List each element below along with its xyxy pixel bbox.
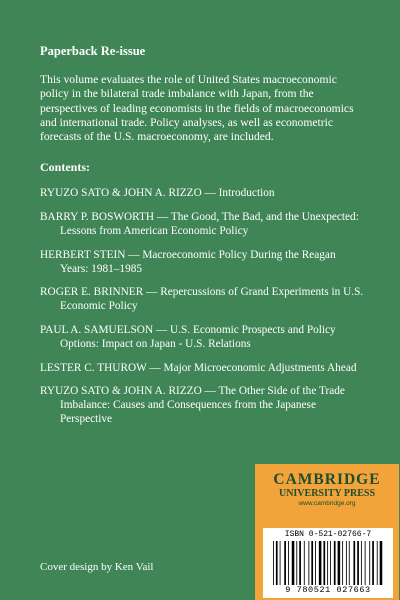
publisher-subtitle: UNIVERSITY PRESS xyxy=(278,488,376,499)
barcode-bar xyxy=(380,541,383,585)
barcode-bar xyxy=(330,541,331,585)
barcode-bar xyxy=(296,541,297,585)
barcode-bar xyxy=(365,541,366,585)
barcode-bar xyxy=(377,541,378,585)
barcode-bar xyxy=(327,541,328,585)
contents-item: PAUL A. SAMUELSON — U.S. Economic Prospects and Policy Options: Impact on Japan - U.S. Relations xyxy=(40,324,336,350)
barcode-image xyxy=(269,541,387,585)
publisher-imprint xyxy=(255,464,399,600)
barcode-bar xyxy=(304,541,305,585)
barcode-bar xyxy=(273,541,274,585)
contents-item: RYUZO SATO & JOHN A. RIZZO — The Other Side of the Trade Imbalance: Causes and Consequences from the Japanese Perspective xyxy=(40,385,345,426)
publisher-name: CAMBRIDGE xyxy=(273,471,381,488)
contents-item: ROGER E. BRINNER — Repercussions of Grand Experiments in U.S. Economic Policy xyxy=(40,286,364,313)
contents-item: HERBERT STEIN — Macroeconomic Policy During the Reagan Years: 1981–1985 xyxy=(40,248,336,275)
barcode-bar xyxy=(315,541,316,585)
contents-item: BARRY P. BOSWORTH — The Good, The Bad, and the Unexpected: Lessons from American Economic Policy xyxy=(40,211,359,238)
book-description: This volume evaluates the role of United States macroeconomic policy in the bilateral trade imbalance with Japan, from the perspectives of leading economists in the fields of macroeconomics and international trade. Policy analyses, as well as econometric forecasts of the U.S. macroeconomy, are included. xyxy=(40,73,354,144)
contents-list xyxy=(40,187,364,426)
ean-digits: 9 780521 027663 xyxy=(285,585,371,595)
barcode-bar xyxy=(299,541,301,585)
barcode-bar xyxy=(292,541,295,585)
cover-design-credit: Cover design by Ken Vail xyxy=(40,561,154,573)
contents-item: RYUZO SATO & JOHN A. RIZZO — Introduction xyxy=(40,187,275,200)
barcode-bar xyxy=(342,541,343,585)
barcode-bar xyxy=(361,541,362,585)
publisher-url: www.cambridge.org xyxy=(298,500,356,507)
barcode-bar xyxy=(372,541,374,585)
contents-item: LESTER C. THUROW — Major Microeconomic Adjustments Ahead xyxy=(40,361,357,374)
barcode-bar xyxy=(369,541,370,585)
barcode-panel xyxy=(263,528,393,598)
barcode-bar xyxy=(276,541,278,585)
barcode-bar xyxy=(357,541,359,585)
barcode-bar xyxy=(323,541,325,585)
barcode-bar xyxy=(338,541,341,585)
barcode-bar xyxy=(280,541,281,585)
barcode-bar xyxy=(319,541,322,585)
contents-heading: Contents: xyxy=(40,160,90,175)
barcode-bar xyxy=(349,541,350,585)
barcode-bar xyxy=(308,541,309,585)
edition-label: Paperback Re-issue xyxy=(40,44,146,58)
barcode-bar xyxy=(353,541,355,585)
barcode-bar xyxy=(311,541,313,585)
barcode-bar xyxy=(288,541,289,585)
barcode-bar xyxy=(284,541,286,585)
barcode-bar xyxy=(346,541,347,585)
isbn-number: ISBN 0-521-02766-7 xyxy=(284,530,372,539)
barcode-bar xyxy=(334,541,336,585)
